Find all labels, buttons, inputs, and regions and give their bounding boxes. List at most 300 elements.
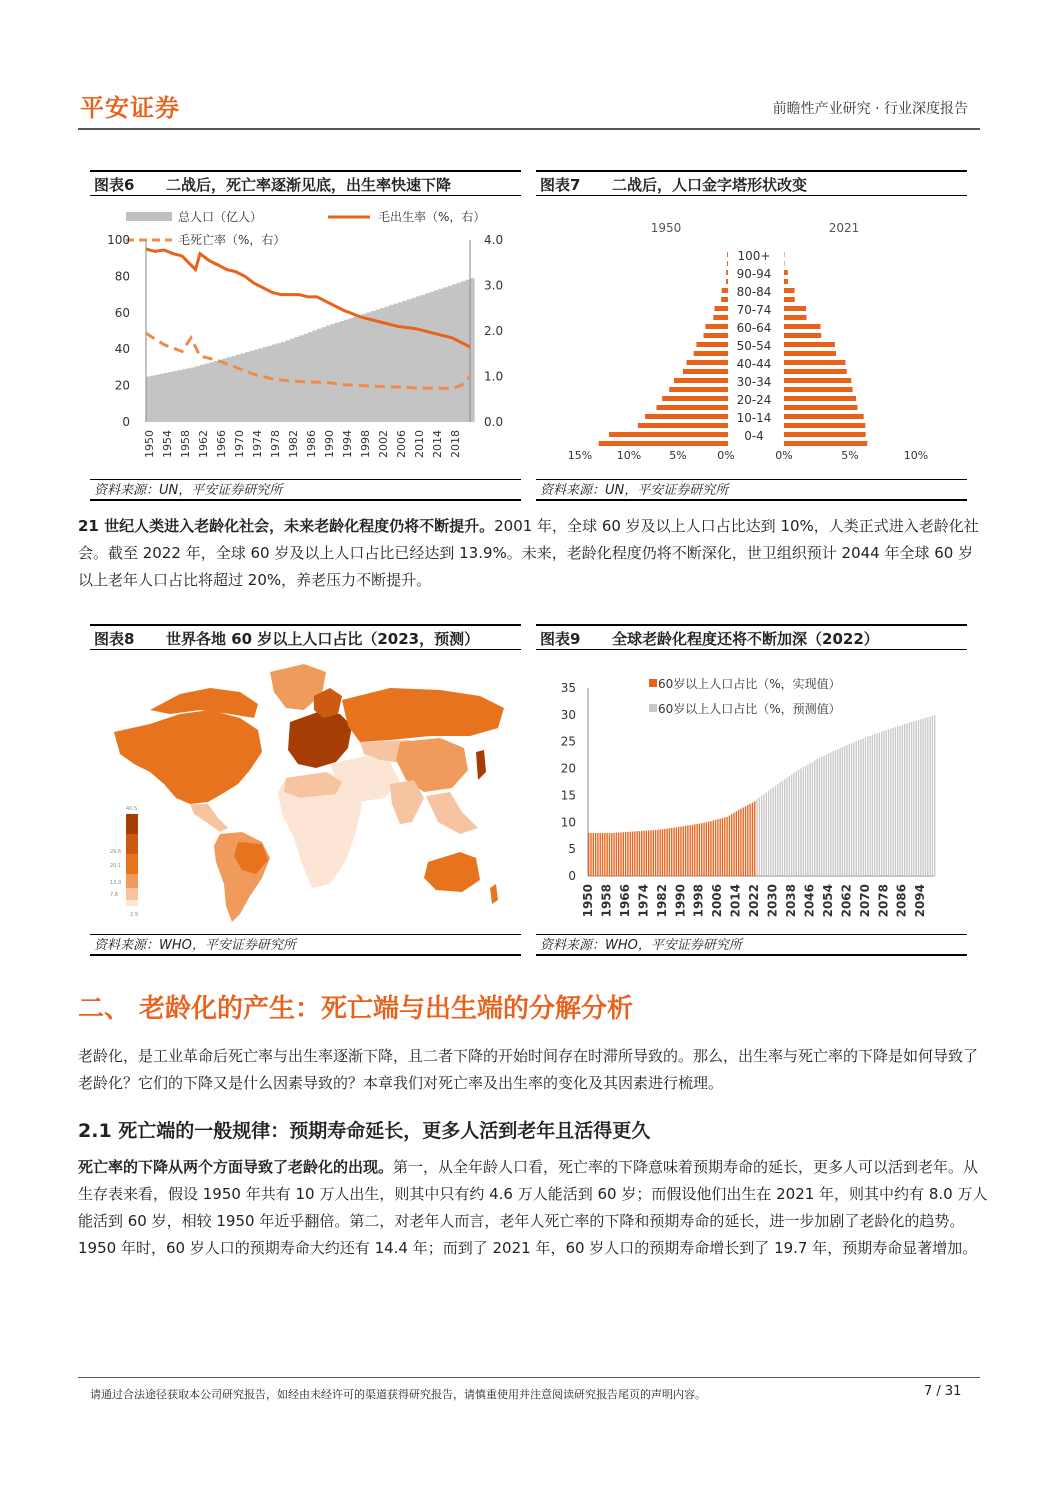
y-tick-label: 0.0 <box>484 415 504 429</box>
bar-forecast <box>766 792 767 876</box>
bar-2021 <box>784 441 867 446</box>
x-tick-label: 2018 <box>449 430 462 458</box>
bar-forecast <box>798 770 799 876</box>
population-bar <box>470 278 475 422</box>
paragraph-text: 第一，从全年龄人口看，死亡率的下降意味着预期寿命的延长，更多人可以活到老年。从生存表来看，假设 1950 年共有 10 万人出生，则其中只有约 4.6 万人能活到 60 岁；而假设他们出生在 2021 年，则其中约有 8.0 万人能活到 60 岁，相较 1950 年近乎翻倍。第二，对老年人而言，老年人死亡率的下降和预期寿命的延长，进一步加剧了老龄化的趋势。1950 年时，60 岁人口的预期寿命大约还有 14.4 年；而到了 2021 年，60 岁人口的预期寿命增长到了 19.7 年，预期寿命显著增加。 <box>78 1158 988 1257</box>
population-bar <box>317 329 322 422</box>
y-tick-label: 4.0 <box>484 233 504 247</box>
y-tick-label: 20 <box>560 761 576 776</box>
bar-forecast <box>837 749 838 876</box>
population-bar <box>182 369 187 422</box>
x-tick-label: 2002 <box>377 430 390 458</box>
x-tick-label: 2030 <box>765 884 780 918</box>
bar-2021 <box>784 315 807 320</box>
bar-actual <box>696 824 697 876</box>
figure-7-header <box>536 170 967 196</box>
footer-disclaimer: 请通过合法途径获取本公司研究报告，如经由未经许可的渠道获得研究报告，请慎重使用并注意阅读研究报告尾页的声明内容。 <box>90 1388 706 1401</box>
bar-actual <box>650 830 651 876</box>
figure-9-header <box>536 624 967 650</box>
bar-actual <box>666 829 667 876</box>
bar-forecast <box>768 791 769 876</box>
map-russia <box>342 688 504 742</box>
x-tick-label: 1998 <box>359 430 372 458</box>
bar-2021 <box>784 288 795 293</box>
population-bar <box>196 366 201 422</box>
figure-9-source: 资料来源：WHO，平安证券研究所 <box>536 934 967 956</box>
y-tick-label: 3.0 <box>484 278 504 293</box>
bar-actual <box>715 820 716 876</box>
bar-1950 <box>638 423 728 428</box>
bar-forecast <box>879 733 880 876</box>
x-tick-label: 1978 <box>269 430 282 458</box>
population-bar <box>349 318 354 422</box>
population-bar <box>308 332 313 422</box>
bar-actual <box>745 806 746 876</box>
figure-7-chart <box>536 200 967 478</box>
bar-forecast <box>851 743 852 876</box>
bar-forecast <box>796 771 797 876</box>
header-divider <box>78 128 980 130</box>
population-bar <box>250 351 255 422</box>
bar-forecast <box>828 754 829 876</box>
legend-label: 60岁以上人口占比（%，实现值） <box>658 677 841 691</box>
map-central-america <box>190 804 228 832</box>
bar-actual <box>657 830 658 876</box>
bar-actual <box>653 830 654 876</box>
bar-actual <box>747 805 748 876</box>
bar-forecast <box>881 732 882 876</box>
bar-forecast <box>835 750 836 876</box>
bar-actual <box>593 833 594 876</box>
bar-forecast <box>849 744 850 876</box>
bar-actual <box>671 828 672 876</box>
bar-forecast <box>902 725 903 876</box>
bar-forecast <box>909 723 910 876</box>
bar-actual <box>754 801 755 876</box>
bar-2021 <box>784 333 821 338</box>
x-tick-label: 10% <box>903 449 929 462</box>
bar-actual <box>606 833 607 876</box>
population-bar <box>272 344 277 422</box>
bar-forecast <box>809 763 810 876</box>
bar-1950 <box>645 414 728 419</box>
bar-1950 <box>727 261 728 266</box>
bar-actual <box>660 829 661 876</box>
x-tick-label: 2054 <box>820 884 835 918</box>
bar-1950 <box>722 288 728 293</box>
y-tick-label: 30 <box>560 707 576 722</box>
population-bar <box>398 302 403 422</box>
y-tick-label: 40 <box>114 342 130 357</box>
bar-forecast <box>786 778 787 876</box>
bar-forecast <box>816 759 817 876</box>
bar-actual <box>632 832 633 876</box>
x-tick-label: 1974 <box>636 884 651 918</box>
bar-actual <box>685 826 686 876</box>
bar-actual <box>604 833 605 876</box>
bar-forecast <box>892 728 893 876</box>
bar-forecast <box>791 774 792 876</box>
bar-1950 <box>609 432 728 437</box>
age-group-label: 80-84 <box>736 285 772 299</box>
population-bar <box>439 289 444 422</box>
bar-actual <box>708 822 709 876</box>
population-bar <box>223 358 228 422</box>
population-bar <box>295 337 300 422</box>
legend-tick: 40.5 <box>126 806 138 812</box>
x-tick-label: 2006 <box>710 884 725 918</box>
population-bar <box>416 296 421 422</box>
paragraph-intro: 老龄化，是工业革命后死亡率与出生率逐渐下降，且二者下降的开始时间存在时滞所导致的。那么，出生率与死亡率的下降是如何导致了老龄化？它们的下降又是什么因素导致的？本章我们对死亡率及出生率的变化及其因素进行梳理。 <box>78 1047 979 1092</box>
bar-forecast <box>932 716 933 876</box>
age-group-label: 60-64 <box>736 321 772 335</box>
bar-forecast <box>929 717 930 876</box>
x-tick-label: 0% <box>717 449 735 462</box>
page-number: 7 / 31 <box>924 1384 962 1399</box>
bar-1950 <box>714 306 728 311</box>
report-type: 前瞻性产业研究 · 行业深度报告 <box>772 101 968 117</box>
bar-actual <box>602 833 603 876</box>
population-bar <box>362 314 367 422</box>
x-tick-label: 1950 <box>143 430 156 458</box>
bar-forecast <box>856 741 857 876</box>
bar-actual <box>618 833 619 876</box>
bar-forecast <box>890 729 891 876</box>
population-bar <box>214 361 219 422</box>
bar-forecast <box>858 740 859 876</box>
bar-forecast <box>918 720 919 876</box>
bar-actual <box>740 809 741 876</box>
legend-swatch-actual <box>649 679 657 687</box>
figure-title: 二战后，死亡率逐渐见底，出生率快速下降 <box>166 176 452 194</box>
figure-8-header <box>90 624 521 650</box>
bar-actual <box>655 830 656 876</box>
bar-actual <box>719 819 720 876</box>
bar-forecast <box>895 727 896 876</box>
population-bar <box>263 347 268 422</box>
bar-actual <box>595 833 596 876</box>
bar-forecast <box>770 789 771 876</box>
bar-forecast <box>869 736 870 876</box>
legend-label: 毛出生率（%，右） <box>378 210 486 224</box>
population-bar <box>290 339 295 422</box>
bar-actual <box>752 803 753 876</box>
bar-1950 <box>696 342 728 347</box>
population-bar <box>218 360 223 422</box>
bar-actual <box>597 833 598 876</box>
bar-actual <box>689 825 690 876</box>
x-tick-label: 2070 <box>857 884 872 918</box>
bar-2021 <box>784 342 835 347</box>
bar-forecast <box>888 729 889 876</box>
y-tick-label: 2.0 <box>484 324 504 338</box>
bar-actual <box>613 833 614 876</box>
bar-1950 <box>662 396 728 401</box>
figure-9-chart <box>536 652 967 932</box>
age-group-label: 70-74 <box>736 303 772 317</box>
population-bar <box>340 321 345 422</box>
paragraph-mortality <box>78 1154 988 1262</box>
x-tick-label: 1954 <box>161 430 174 458</box>
bar-forecast <box>759 798 760 876</box>
bar-forecast <box>876 733 877 876</box>
population-bar <box>344 320 349 422</box>
x-tick-label: 2038 <box>783 884 798 918</box>
bar-2021 <box>784 423 865 428</box>
y-tick-label: 1.0 <box>484 369 504 384</box>
y-tick-label: 60 <box>114 305 130 320</box>
population-bar <box>178 370 183 422</box>
legend-label: 60岁以上人口占比（%，预测值） <box>658 702 841 716</box>
y-tick-label: 0 <box>122 415 130 429</box>
bar-1950 <box>721 297 728 302</box>
bar-forecast <box>867 737 868 876</box>
legend-label: 总人口（亿人） <box>178 210 263 224</box>
bar-actual <box>625 832 626 876</box>
figure-8-source: 资料来源：WHO，平安证券研究所 <box>90 934 521 956</box>
bar-forecast <box>814 761 815 876</box>
brand-logo: 平安证券 <box>80 94 180 122</box>
bar-1950 <box>683 369 728 374</box>
bar-forecast <box>865 737 866 876</box>
bar-actual <box>710 821 711 876</box>
x-tick-label: 1966 <box>617 884 632 918</box>
population-bar <box>191 367 196 422</box>
age-group-label: 40-44 <box>736 357 772 371</box>
population-bar <box>403 301 408 422</box>
footer-divider <box>78 1377 980 1378</box>
figure-label: 图表8 <box>94 630 135 648</box>
x-tick-label: 1986 <box>305 430 318 458</box>
population-bar <box>146 377 151 423</box>
figure-6-source: 资料来源：UN，平安证券研究所 <box>90 479 521 501</box>
bar-forecast <box>862 738 863 876</box>
population-bar <box>169 372 174 422</box>
bar-actual <box>743 807 744 876</box>
bar-forecast <box>830 752 831 876</box>
bar-actual <box>699 824 700 876</box>
bar-1950 <box>694 351 728 356</box>
age-group-label: 90-94 <box>736 267 772 281</box>
legend-tick: 2.9 <box>130 912 138 918</box>
bar-forecast <box>927 717 928 876</box>
population-bar <box>304 334 309 422</box>
x-tick-label: 2046 <box>802 884 817 918</box>
y-tick-label: 15 <box>560 788 576 803</box>
bar-actual <box>722 818 723 876</box>
population-bar <box>236 355 241 422</box>
bar-1950 <box>599 441 728 446</box>
bar-1950 <box>704 333 729 338</box>
bar-forecast <box>793 773 794 876</box>
bar-forecast <box>872 735 873 876</box>
population-bar <box>367 312 372 422</box>
bar-forecast <box>807 765 808 876</box>
section-heading: 二、 老龄化的产生：死亡端与出生端的分解分析 <box>78 994 634 1024</box>
legend-label: 毛死亡率（%，右） <box>178 233 286 247</box>
population-bar <box>425 293 430 422</box>
bar-actual <box>736 811 737 876</box>
figure-label: 图表6 <box>94 176 135 194</box>
x-tick-label: 10% <box>616 449 642 462</box>
bar-forecast <box>784 779 785 876</box>
bar-1950 <box>687 360 728 365</box>
bar-1950 <box>713 315 728 320</box>
bar-forecast <box>916 721 917 876</box>
bar-forecast <box>874 734 875 876</box>
bar-2021 <box>784 324 820 329</box>
bar-forecast <box>782 781 783 876</box>
bar-actual <box>706 822 707 876</box>
bar-actual <box>664 829 665 876</box>
population-bar <box>322 327 327 422</box>
figure-7-source: 资料来源：UN，平安证券研究所 <box>536 479 967 501</box>
y-tick-label: 80 <box>114 269 130 284</box>
age-group-label: 30-34 <box>736 375 772 389</box>
figure-label: 图表7 <box>540 176 581 194</box>
year-label: 2021 <box>828 221 860 235</box>
bar-2021 <box>784 396 856 401</box>
bar-forecast <box>842 747 843 876</box>
population-bar <box>241 353 246 422</box>
population-bar <box>209 362 214 422</box>
x-tick-label: 2006 <box>395 430 408 458</box>
population-bar <box>254 350 259 422</box>
x-tick-label: 15% <box>567 449 593 462</box>
map-europe <box>288 712 352 768</box>
bar-actual <box>600 833 601 876</box>
bar-actual <box>731 814 732 876</box>
population-bar <box>299 335 304 422</box>
x-tick-label: 2010 <box>413 430 426 458</box>
population-bar <box>151 376 156 422</box>
bar-forecast <box>805 766 806 876</box>
x-tick-label: 1998 <box>691 884 706 918</box>
bar-actual <box>738 810 739 876</box>
bar-actual <box>678 827 679 876</box>
bar-actual <box>701 823 702 876</box>
x-tick-label: 2062 <box>839 884 854 918</box>
bar-actual <box>648 830 649 876</box>
bar-actual <box>687 825 688 876</box>
population-bar <box>335 323 340 422</box>
bar-forecast <box>906 723 907 876</box>
bar-forecast <box>904 724 905 876</box>
bar-actual <box>590 833 591 876</box>
figure-8-map <box>90 652 521 932</box>
bar-2021 <box>784 369 847 374</box>
population-bar <box>443 287 448 422</box>
bar-actual <box>588 833 589 876</box>
bar-actual <box>630 832 631 876</box>
bar-actual <box>646 831 647 876</box>
bar-actual <box>676 827 677 876</box>
legend-tick: 29.6 <box>110 849 122 855</box>
figure-6-header <box>90 170 521 196</box>
population-bar <box>160 374 165 422</box>
bar-forecast <box>763 794 764 876</box>
bar-forecast <box>897 726 898 876</box>
bar-actual <box>641 831 642 876</box>
paragraph-aging-century <box>78 513 988 594</box>
bar-forecast <box>846 745 847 876</box>
bar-2021 <box>784 405 858 410</box>
population-bar <box>457 283 462 422</box>
bar-forecast <box>886 730 887 876</box>
population-bar <box>331 324 336 422</box>
bar-forecast <box>839 748 840 876</box>
bar-forecast <box>911 722 912 876</box>
bar-actual <box>703 823 704 876</box>
bar-forecast <box>761 796 762 876</box>
population-bar <box>376 310 381 422</box>
bar-actual <box>662 829 663 876</box>
population-bar <box>164 373 169 422</box>
age-group-label: 0-4 <box>744 429 764 443</box>
figure-6-chart <box>90 200 521 478</box>
legend-swatch-population <box>126 212 172 221</box>
bar-forecast <box>812 762 813 876</box>
bar-2021 <box>784 270 788 275</box>
legend-swatch-forecast <box>649 704 657 712</box>
bar-actual <box>729 816 730 876</box>
population-bar <box>412 298 417 422</box>
population-bar <box>407 299 412 422</box>
bar-forecast <box>819 758 820 876</box>
map-new-zealand <box>490 884 498 904</box>
x-tick-label: 1962 <box>197 430 210 458</box>
bar-forecast <box>826 755 827 876</box>
bar-actual <box>609 833 610 876</box>
bar-actual <box>749 804 750 876</box>
population-bar <box>389 305 394 422</box>
bar-2021 <box>784 297 795 302</box>
bar-forecast <box>920 719 921 876</box>
x-tick-label: 1990 <box>673 884 688 918</box>
figure-label: 图表9 <box>540 630 581 648</box>
x-tick-label: 1982 <box>287 430 300 458</box>
bar-1950 <box>726 279 728 284</box>
bar-actual <box>680 827 681 876</box>
population-bar <box>277 343 282 422</box>
bar-actual <box>717 819 718 876</box>
bar-forecast <box>779 783 780 876</box>
population-bar <box>430 292 435 422</box>
bar-actual <box>692 825 693 876</box>
bar-actual <box>673 828 674 876</box>
population-bar <box>259 348 264 422</box>
x-tick-label: 1970 <box>233 430 246 458</box>
bar-forecast <box>789 776 790 876</box>
bar-forecast <box>853 742 854 876</box>
legend-tick: 20.1 <box>110 863 122 869</box>
legend-tick: 13.0 <box>110 880 122 886</box>
figure-title: 世界各地 60 岁以上人口占比（2023，预测） <box>166 630 480 648</box>
bar-actual <box>611 833 612 876</box>
population-bar <box>313 330 318 422</box>
bar-actual <box>733 813 734 876</box>
x-tick-label: 1974 <box>251 430 264 458</box>
paragraph-lead: 21 世纪人类进入老龄化社会，未来老龄化程度仍将不断提升。 <box>78 517 495 535</box>
population-bar <box>380 308 385 422</box>
bar-1950 <box>705 324 728 329</box>
population-bar <box>452 284 457 422</box>
bar-actual <box>683 826 684 876</box>
bar-actual <box>636 831 637 876</box>
bar-forecast <box>899 726 900 876</box>
x-tick-label: 2086 <box>894 884 909 918</box>
bar-forecast <box>922 719 923 876</box>
